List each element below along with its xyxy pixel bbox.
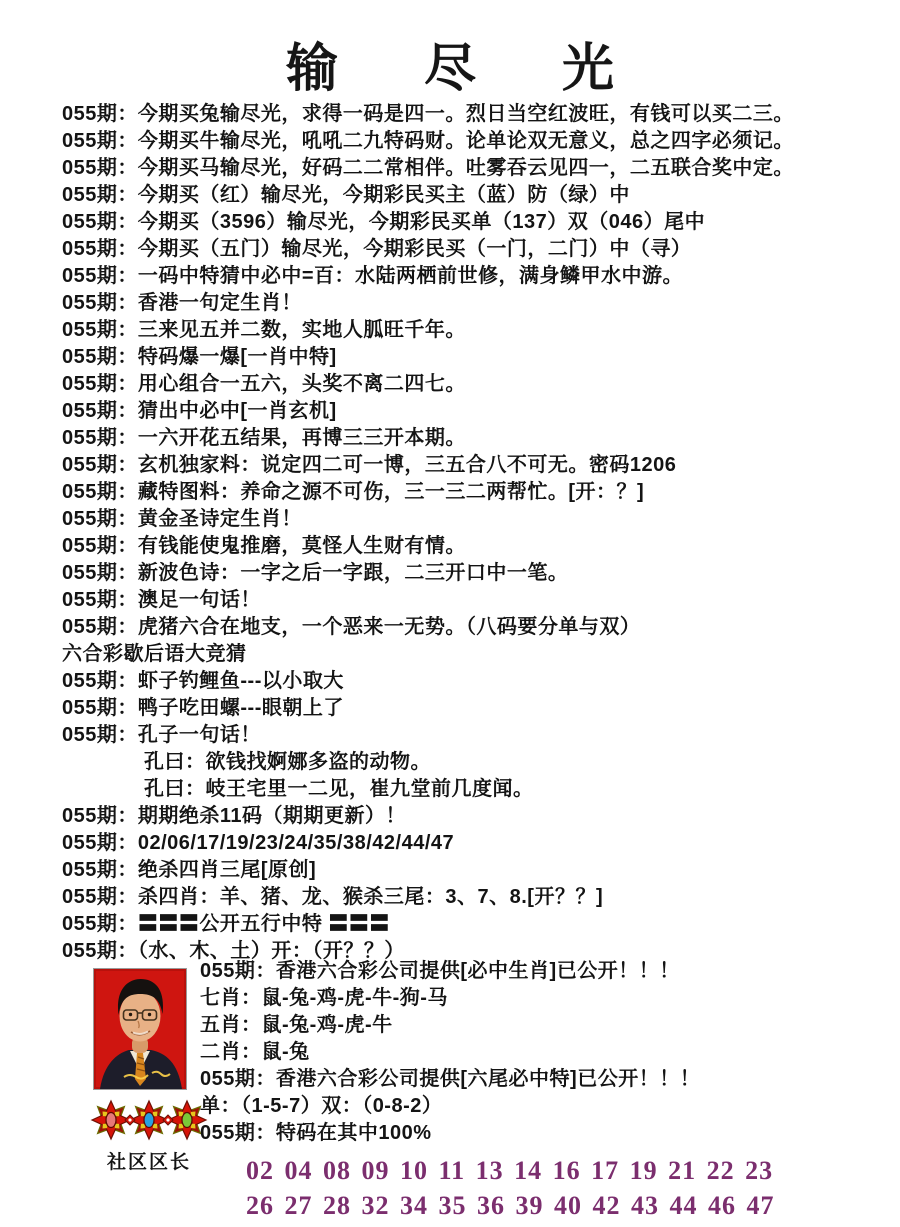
tip-line: 055期：香港一句定生肖！ — [62, 292, 302, 314]
tip-line: 055期：新波色诗：一字之后一字跟，二三开口中一笔。 — [62, 562, 569, 584]
special-numbers — [246, 1153, 775, 1223]
tip-line: 055期：今期买（五门）输尽光，今期彩民买（一门，二门）中（寻） — [62, 238, 692, 260]
company-line: 七肖：鼠-兔-鸡-虎-牛-狗-马 — [200, 987, 448, 1009]
company-line: 五肖：鼠-兔-鸡-虎-牛 — [200, 1014, 393, 1036]
page-title-text: 输尽光 — [285, 41, 700, 98]
tip-line: 055期：（水、木、土）开：（开？？） — [62, 940, 405, 962]
company-line: 单：（1-5-7）双：（0-8-2） — [200, 1095, 443, 1117]
tip-line: 孔曰：欲钱找婀娜多盗的动物。 — [62, 751, 431, 773]
bottom-section — [0, 960, 900, 1176]
tip-line: 055期：今期买（红）输尽光，今期彩民买主（蓝）防（绿）中 — [62, 184, 630, 206]
photo-caption: 社区区长 — [106, 1152, 191, 1173]
tip-line: 055期：绝杀四肖三尾[原创] — [62, 859, 317, 881]
tip-line: 055期：有钱能使鬼推磨，莫怪人生财有情。 — [62, 535, 466, 557]
company-line: 055期：特码在其中100% — [200, 1122, 432, 1144]
tip-line: 055期：黄金圣诗定生肖！ — [62, 508, 302, 530]
tip-line: 055期：虎猪六合在地支，一个恶来一无势。（八码要分单与双） — [62, 616, 641, 638]
left-column — [88, 966, 210, 1174]
tip-line: 055期：杀四肖：羊、猪、龙、猴杀三尾：3、7、8.[开？？] — [62, 886, 604, 908]
tip-line: 055期：期期绝杀11码（期期更新）！ — [62, 805, 407, 827]
tip-line: 055期：今期买牛输尽光，吼吼二九特码财。论单论双无意义，总之四字必须记。 — [62, 130, 794, 152]
company-line: 055期：香港六合彩公司提供[六尾必中特]已公开！！！ — [200, 1068, 701, 1090]
tip-line: 055期：猜出中必中[一肖玄机] — [62, 400, 337, 422]
tip-line: 055期：今期买兔输尽光，求得一码是四一。烈日当空红波旺，有钱可以买二三。 — [62, 103, 794, 125]
tip-line: 055期：玄机独家料：说定四二可一博，三五合八不可无。密码1206 — [62, 454, 677, 476]
tip-line: 055期：鸭子吃田螺---眼朝上了 — [62, 697, 344, 719]
portrait-photo — [93, 968, 187, 1090]
tip-line: 055期：一六开花五结果，再博三三开本期。 — [62, 427, 466, 449]
company-lines — [200, 958, 900, 1147]
tip-line: 055期：〓〓〓公开五行中特 〓〓〓 — [62, 913, 390, 935]
tip-line: 055期：特码爆一爆[一肖中特] — [62, 346, 337, 368]
tip-line: 055期：三来见五并二数，实地人胍旺千年。 — [62, 319, 466, 341]
tip-line: 孔曰：岐王宅里一二见，崔九堂前几度闻。 — [62, 778, 534, 800]
numbers-row-2: 26 27 28 32 34 35 36 39 40 42 43 44 46 47 — [246, 1191, 775, 1220]
page-title — [0, 26, 900, 101]
company-line: 二肖：鼠-兔 — [200, 1041, 310, 1063]
tip-line: 055期：今期买（3596）输尽光，今期彩民买单（137）双（046）尾中 — [62, 211, 706, 233]
tip-line: 055期：02/06/17/19/23/24/35/38/42/44/47 — [62, 832, 455, 854]
tip-line: 055期：孔子一句话！ — [62, 724, 261, 746]
tip-line: 六合彩歇后语大竞猜 — [62, 643, 247, 665]
flower-emblem-icon — [90, 1094, 208, 1146]
tip-line: 055期：今期买马输尽光，好码二二常相伴。吐雾吞云见四一，二五联合奖中定。 — [62, 157, 794, 179]
tip-line: 055期：一码中特猜中必中=百：水陆两栖前世修，满身鳞甲水中游。 — [62, 265, 684, 287]
tip-line: 055期：藏特图料：养命之源不可伤，三一三二两帮忙。[开：？] — [62, 481, 645, 503]
tip-line: 055期：虾子钓鲤鱼---以小取大 — [62, 670, 344, 692]
tip-line: 055期：澳足一句话！ — [62, 589, 261, 611]
company-line: 055期：香港六合彩公司提供[必中生肖]已公开！！！ — [200, 960, 680, 982]
tip-line: 055期：用心组合一五六，头奖不离二四七。 — [62, 373, 466, 395]
numbers-row-1: 02 04 08 09 10 11 13 14 16 17 19 21 22 23 — [246, 1156, 774, 1185]
tip-lines — [62, 101, 890, 965]
